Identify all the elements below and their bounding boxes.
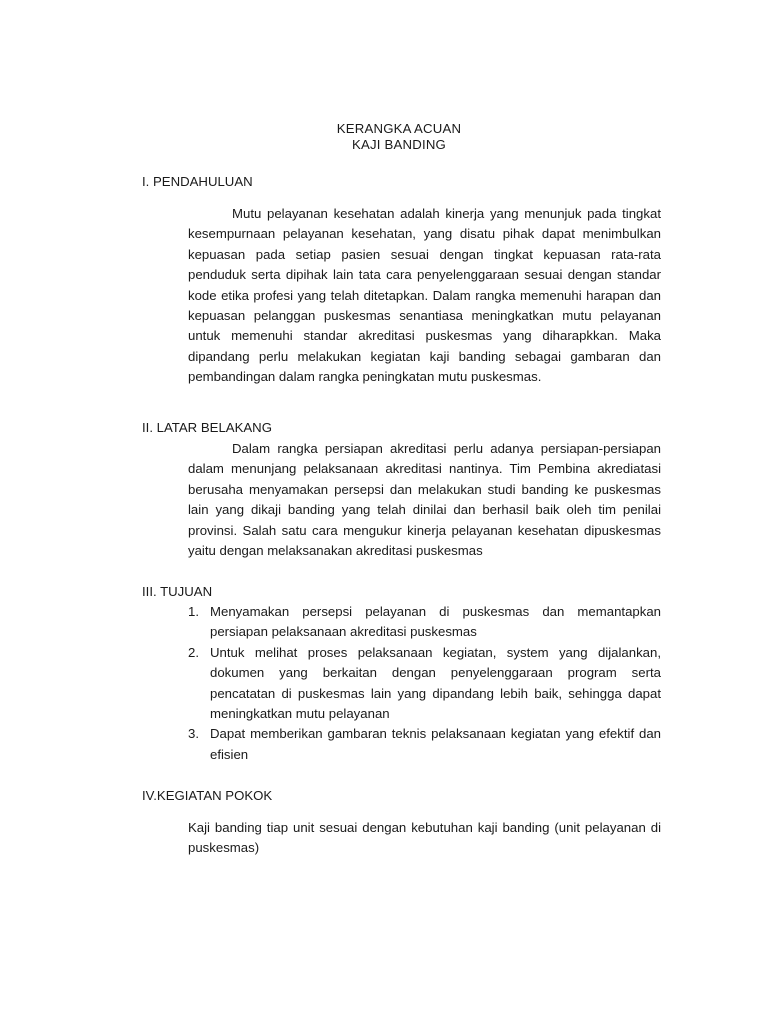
title-line-2: KAJI BANDING [352, 137, 446, 152]
section-paragraph-kegiatan-pokok: Kaji banding tiap unit sesuai dengan kebutuhan kaji banding (unit pelayanan di puskesmas) [188, 820, 661, 856]
list-item-text: Menyamakan persepsi pelayanan di puskesmas dan memantapkan persiapan pelaksanaan akreditasi puskesmas [210, 604, 661, 640]
section-heading-latar-belakang: II. LATAR BELAKANG [142, 420, 272, 435]
list-item-text: Dapat memberikan gambaran teknis pelaksanaan kegiatan yang efektif dan efisien [210, 726, 661, 762]
list-item [188, 643, 661, 725]
title-line-1: KERANGKA ACUAN [336, 121, 462, 136]
section-heading-tujuan: III. TUJUAN [142, 584, 213, 599]
list-item [188, 724, 661, 765]
paragraph-text: Mutu pelayanan kesehatan adalah kinerja yang menunjuk pada tingkat kesempurnaan pelayanan kesehatan, yang disatu pihak dapat menimbulkan kepuasan pada setiap pasien sesuai dengan tingkat kepuasan rata-rata penduduk serta dipihak lain tata cara penyelenggaraan sesuai dengan standar kode etika profesi yang telah ditetapkan. Dalam rangka memenuhi harapan dan kepuasan pelanggan puskesmas senantiasa meningkatkan mutu pelayanan untuk memenuhi standar akreditasi puskesmas yang diharapkkan. Maka dipandang perlu melakukan kegiatan kaji banding sebagai gambaran dan pembandingan dalam rangka peningkatan mutu puskesmas. [188, 206, 661, 385]
section-heading-kegiatan-pokok: IV.KEGIATAN POKOK [142, 788, 273, 803]
paragraph-text: Dalam rangka persiapan akreditasi perlu adanya persiapan-persiapan dalam menunjang pelaksanaan akreditasi nantinya. Tim Pembina akrediatasi berusaha menyamakan persepsi dan melakukan studi banding ke puskesmas lain yang dikaji banding yang telah dinilai dan berhasil baik oleh tim penilai provinsi. Salah satu cara mengukur kinerja pelayanan kesehatan dipuskesmas yaitu dengan melaksanakan akreditasi puskesmas [188, 441, 661, 559]
document-title [0, 121, 768, 153]
tujuan-list [188, 602, 661, 765]
list-item-number: 2. [188, 644, 199, 660]
section-paragraph-latar-belakang [188, 439, 661, 561]
list-item-text: Untuk melihat proses pelaksanaan kegiatan, system yang dijalankan, dokumen yang berkaitan dengan penyelenggaraan program serta pencatatan di puskesmas lain yang dipandang lebih baik, sehingga dapat meningkatkan mutu pelayanan [210, 644, 661, 722]
section-paragraph-pendahuluan [188, 204, 661, 388]
section-heading-pendahuluan: I. PENDAHULUAN [142, 174, 253, 189]
list-item-number: 1. [188, 604, 199, 619]
list-item [188, 602, 661, 643]
list-item-number: 3. [188, 726, 199, 742]
